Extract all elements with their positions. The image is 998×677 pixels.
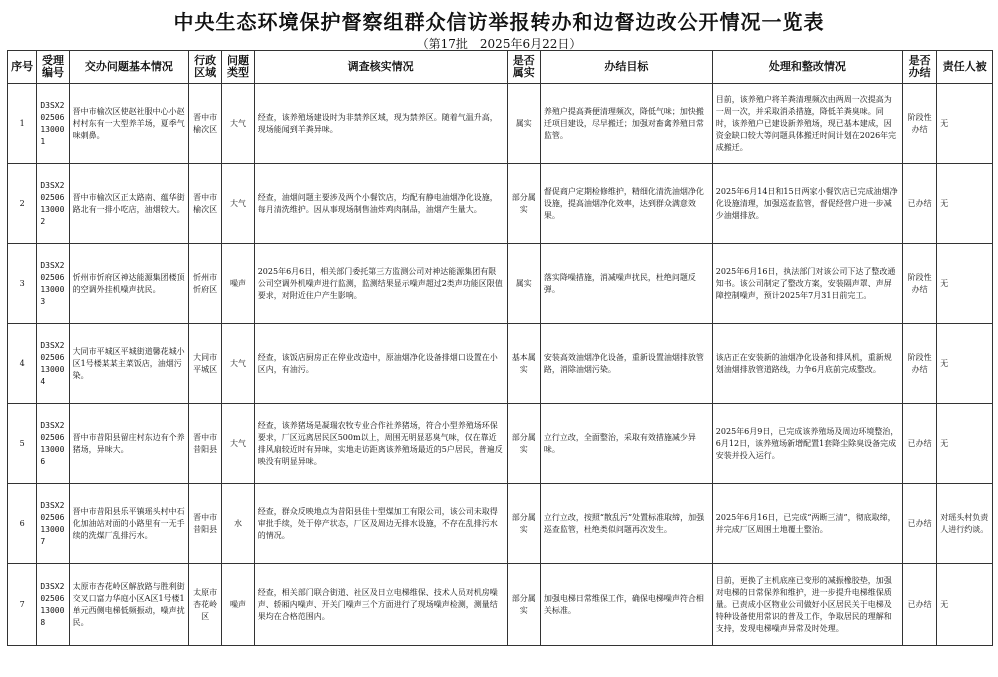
is-true: 属实 bbox=[507, 84, 540, 164]
case-id: D3SX202506130007 bbox=[37, 484, 69, 564]
goal: 养殖户提高粪便清理频次，降低气味；加快搬迁项目建设，尽早搬迁；加强对畜禽养殖日常监管。 bbox=[540, 84, 712, 164]
page-subtitle: （第17批 2025年6月22日） bbox=[416, 37, 582, 51]
investigation: 经查，相关部门联合街道、社区及日立电梯维保、技术人员对机房噪声、轿厢内噪声、开关门噪声三个方面进行了现场噪声检测，测量结果均在合格范围内。 bbox=[254, 564, 507, 646]
region: 忻州市忻府区 bbox=[189, 244, 222, 324]
done-status: 阶段性办结 bbox=[902, 324, 936, 404]
table-row bbox=[8, 324, 993, 404]
header-cell: 问题类型 bbox=[222, 51, 254, 84]
header-cell: 调查核实情况 bbox=[254, 51, 507, 84]
issue-description: 晋中市昔阳县留庄村东边有个养猪场，异味大。 bbox=[69, 404, 188, 484]
goal: 安装高效油烟净化设备，重新设置油烟排放管路，消除油烟污染。 bbox=[540, 324, 712, 404]
is-true: 部分属实 bbox=[507, 164, 540, 244]
table-row bbox=[8, 84, 993, 164]
header-cell: 行政区域 bbox=[189, 51, 222, 84]
responsible-person: 无 bbox=[937, 564, 993, 646]
goal: 立行立改，全面整治，采取有效措施减少异味。 bbox=[540, 404, 712, 484]
header-cell: 交办问题基本情况 bbox=[69, 51, 188, 84]
row-number: 2 bbox=[8, 164, 37, 244]
investigation: 经查，油烟问题主要涉及两个小餐饮店，均配有静电油烟净化设施，每月清洗维护。因从事现场制售油炸鸡肉制品，油烟产生量大。 bbox=[254, 164, 507, 244]
header-cell: 是否属实 bbox=[507, 51, 540, 84]
page-title: 中央生态环境保护督察组群众信访举报转办和边督边改公开情况一览表 bbox=[173, 10, 825, 34]
issue-description: 晋中市榆次区正太路南、蕴华街路北有一排小吃店，油烟较大。 bbox=[69, 164, 188, 244]
issue-description: 忻州市忻府区神达能源集团楼顶的空调外挂机噪声扰民。 bbox=[69, 244, 188, 324]
issue-description: 太原市杏花岭区解放路与胜利街交叉口富力华庭小区A区1号楼1单元西侧电梯低频振动，噪声扰民。 bbox=[69, 564, 188, 646]
row-number: 3 bbox=[8, 244, 37, 324]
case-id: D3SX202506130004 bbox=[37, 324, 69, 404]
header-cell: 序号 bbox=[8, 51, 37, 84]
is-true: 属实 bbox=[507, 244, 540, 324]
issue-type: 大气 bbox=[222, 164, 254, 244]
header-cell: 是否办结 bbox=[902, 51, 936, 84]
region: 大同市平城区 bbox=[189, 324, 222, 404]
issue-description: 大同市平城区平城街道馨花城小区1号楼某某主菜饭店，油烟污染。 bbox=[69, 324, 188, 404]
header-cell: 受理编号 bbox=[37, 51, 69, 84]
issue-type: 大气 bbox=[222, 84, 254, 164]
investigation: 经查，该养猪场是凝瑞农牧专业合作社养猪场，符合小型养殖场环保要求，厂区远离居民区500m以上，周围无明显恶臭气味，仅在靠近排风扇较近时有异味，实地走访距离该养殖场最近的5户居民，普遍反映没有明显异味。 bbox=[254, 404, 507, 484]
region: 晋中市昔阳县 bbox=[189, 404, 222, 484]
issue-description: 晋中市榆次区使赵社服中心小赵村村东有一大型养羊场，夏季气味刺鼻。 bbox=[69, 84, 188, 164]
done-status: 已办结 bbox=[902, 164, 936, 244]
issue-type: 大气 bbox=[222, 404, 254, 484]
region: 晋中市榆次区 bbox=[189, 84, 222, 164]
is-true: 部分属实 bbox=[507, 564, 540, 646]
issue-type: 大气 bbox=[222, 324, 254, 404]
handling: 2025年6月14日和15日两家小餐饮店已完成油烟净化设施清理，加强巡查监管，督促经营户进一步减少油烟排放。 bbox=[712, 164, 902, 244]
table-row bbox=[8, 244, 993, 324]
header-cell: 办结目标 bbox=[540, 51, 712, 84]
is-true: 部分属实 bbox=[507, 484, 540, 564]
issue-type: 噪声 bbox=[222, 244, 254, 324]
responsible-person: 无 bbox=[937, 404, 993, 484]
table-row bbox=[8, 564, 993, 646]
investigation: 经查，该饭店厨房正在停业改造中，原油烟净化设备排烟口设置在小区内，有油污。 bbox=[254, 324, 507, 404]
handling: 该店正在安装新的油烟净化设备和排风机，重新规划油烟排放管道路线，力争6月底前完成整改。 bbox=[712, 324, 902, 404]
done-status: 已办结 bbox=[902, 484, 936, 564]
handling: 目前，该养殖户将羊粪清理频次由两周一次提高为一周一次，并采取消杀措施，降低羊粪臭味。同时，该养殖户已建设新养殖场，现已基本建成，因资金缺口较大等问题具体搬迁时间计划在2026年完成搬迁。 bbox=[712, 84, 902, 164]
responsible-person: 对瑶头村负责人进行约谈。 bbox=[937, 484, 993, 564]
row-number: 5 bbox=[8, 404, 37, 484]
report-table bbox=[7, 50, 993, 646]
case-id: D3SX202506130003 bbox=[37, 244, 69, 324]
investigation: 经查，该养殖场建设时为非禁养区域，现为禁养区。随着气温升高，现场能闻到羊粪异味。 bbox=[254, 84, 507, 164]
row-number: 6 bbox=[8, 484, 37, 564]
case-id: D3SX202506130008 bbox=[37, 564, 69, 646]
goal: 督促商户定期检修维护，精细化清洗油烟净化设施，提高油烟净化效率，达到群众满意效果。 bbox=[540, 164, 712, 244]
table-row bbox=[8, 404, 993, 484]
case-id: D3SX202506130006 bbox=[37, 404, 69, 484]
goal: 落实降噪措施，消减噪声扰民，杜绝问题反弹。 bbox=[540, 244, 712, 324]
handling: 2025年6月9日，已完成该养殖场及周边环境整治，6月12日，该养殖场新增配置1套降尘除臭设备完成安装并投入运行。 bbox=[712, 404, 902, 484]
responsible-person: 无 bbox=[937, 84, 993, 164]
region: 晋中市榆次区 bbox=[189, 164, 222, 244]
done-status: 已办结 bbox=[902, 564, 936, 646]
investigation: 经查，群众反映地点为昔阳县佳十型煤加工有限公司，该公司未取得审批手续，处于停产状态，厂区及周边无排水设施，不存在乱排污水的情况。 bbox=[254, 484, 507, 564]
header-cell: 责任人被 bbox=[937, 51, 993, 84]
handling: 2025年6月16日，执法部门对该公司下达了整改通知书。该公司制定了整改方案，安装隔声罩、声屏障控制噪声，预计2025年7月31日前完工。 bbox=[712, 244, 902, 324]
responsible-person: 无 bbox=[937, 324, 993, 404]
region: 晋中市昔阳县 bbox=[189, 484, 222, 564]
issue-description: 晋中市昔阳县乐平镇瑶头村中石化加油站对面的小路里有一无手续的洗煤厂乱排污水。 bbox=[69, 484, 188, 564]
handling: 2025年6月16日，已完成“两断三清”，彻底取缔，并完成厂区周围土地覆土整治。 bbox=[712, 484, 902, 564]
row-number: 7 bbox=[8, 564, 37, 646]
responsible-person: 无 bbox=[937, 164, 993, 244]
done-status: 阶段性办结 bbox=[902, 84, 936, 164]
case-id: D3SX202506130001 bbox=[37, 84, 69, 164]
header-cell: 处理和整改情况 bbox=[712, 51, 902, 84]
case-id: D3SX202506130002 bbox=[37, 164, 69, 244]
region: 太原市杏花岭区 bbox=[189, 564, 222, 646]
table-header-row bbox=[8, 51, 993, 84]
table-row bbox=[8, 484, 993, 564]
row-number: 1 bbox=[8, 84, 37, 164]
table-row bbox=[8, 164, 993, 244]
done-status: 已办结 bbox=[902, 404, 936, 484]
goal: 立行立改，按照“散乱污”处置标准取缔，加强巡查监管，杜绝类似问题再次发生。 bbox=[540, 484, 712, 564]
is-true: 基本属实 bbox=[507, 324, 540, 404]
row-number: 4 bbox=[8, 324, 37, 404]
issue-type: 水 bbox=[222, 484, 254, 564]
responsible-person: 无 bbox=[937, 244, 993, 324]
investigation: 2025年6月6日，相关部门委托第三方监测公司对神达能源集团有限公司空调外机噪声进行监测，监测结果显示噪声超过2类声功能区限值要求，对附近住户产生影响。 bbox=[254, 244, 507, 324]
handling: 目前，更换了主机底座已变形的减振橡胶垫，加强对电梯的日常保养和维护，进一步提升电梯维保质量。已责成小区物业公司做好小区居民关于电梯及特种设备使用常识的普及工作，争取居民的理解和支持，发现电梯噪声异常及时处理。 bbox=[712, 564, 902, 646]
goal: 加强电梯日常维保工作，确保电梯噪声符合相关标准。 bbox=[540, 564, 712, 646]
done-status: 阶段性办结 bbox=[902, 244, 936, 324]
issue-type: 噪声 bbox=[222, 564, 254, 646]
is-true: 部分属实 bbox=[507, 404, 540, 484]
